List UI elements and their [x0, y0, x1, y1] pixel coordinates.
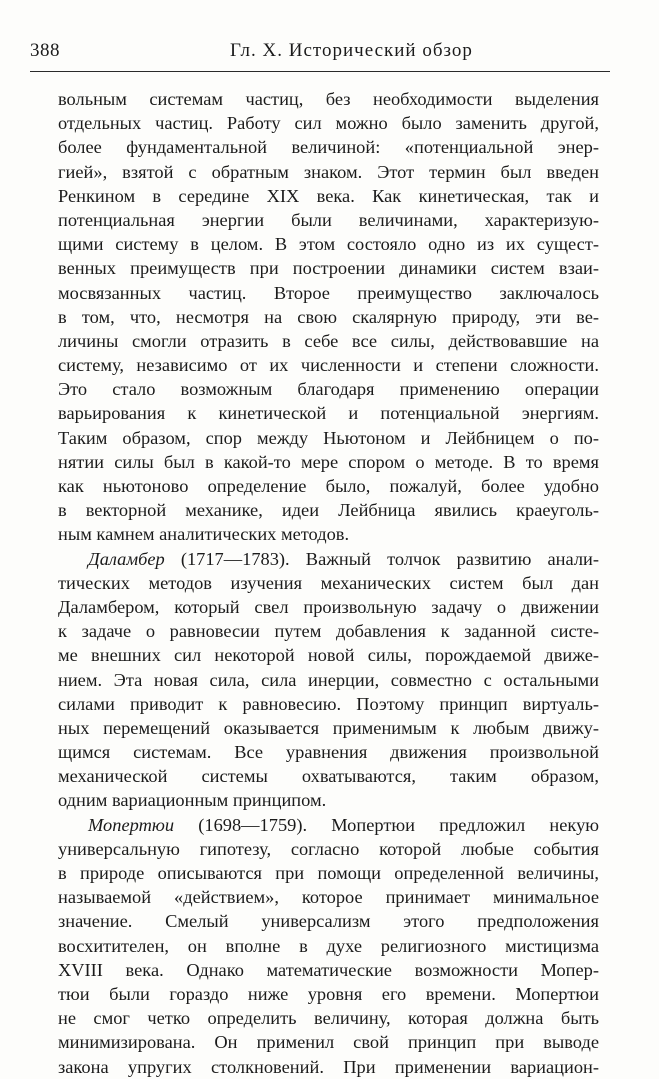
running-title: Гл. X. Исторический обзор [230, 40, 473, 61]
text-line: личины смогли отразить в себе все силы, действовавшие на [58, 330, 599, 351]
page-body [58, 87, 599, 1079]
text-line: вольным системам частиц, без необходимости выделения [58, 89, 599, 109]
text-line: более фундаментальной величиной: «потенциальной энер- [58, 137, 599, 158]
text-line: систему, независимо от их численности и степени сложности. [58, 355, 599, 376]
text-line: одним вариационным принципом. [58, 790, 327, 811]
text-line: Даламбером, который свел произвольную задачу о движении [58, 596, 599, 617]
text-line: тических методов изучения механических систем был дан [58, 572, 599, 593]
text-line: венных преимуществ при построении динамики систем взаи- [58, 258, 599, 279]
header-rule [30, 71, 610, 72]
text-line: восхитителен, он вполне в духе религиозного мистицизма [58, 935, 599, 956]
text-line: мосвязанных частиц. Второе преимущество заключалось [58, 282, 599, 303]
text-line: отдельных частиц. Работу сил можно было заменить другой, [58, 113, 599, 134]
text-line: Это стало возможным благодаря применению операции [58, 379, 599, 400]
text-line: закона упругих столкновений. При применении вариацион- [58, 1056, 599, 1077]
text-line: не смог четко определить величину, которая должна быть [58, 1008, 599, 1029]
text-line: ме внешних сил некоторой новой силы, порождаемой движе- [58, 645, 599, 666]
paragraph-continuation [58, 87, 599, 547]
text-line: щимся системам. Все уравнения движения произвольной [58, 742, 599, 763]
text-line: силами приводит к равновесию. Поэтому принцип виртуаль- [58, 693, 599, 714]
text-line: щими систему в целом. В этом состояло одно из их сущест- [58, 234, 599, 255]
text-line: потенциальная энергии были величинами, характеризую- [58, 209, 599, 230]
text-line: XVIII века. Однако математические возможности Мопер- [58, 959, 599, 980]
person-name: Даламбер [88, 548, 165, 569]
text-line: ным камнем аналитических методов. [58, 524, 350, 545]
text-line: нятии силы был в какой-то мере спором о методе. В то время [58, 451, 599, 472]
text-line: называемой «действием», которое принимает минимальное [58, 887, 599, 908]
text-line: Таким образом, спор между Ньютоном и Лейбницем о по- [58, 427, 599, 448]
text-line: варьирования к кинетической и потенциальной энергиям. [58, 403, 599, 424]
text-span: (1717—1783). Важный толчок развитию анали- [164, 548, 599, 569]
text-line: Ренкином в середине XIX века. Как кинетическая, так и [58, 185, 599, 206]
text-line: в том, что, несмотря на свою скалярную природу, эти ве- [58, 306, 599, 327]
page-header [30, 40, 620, 70]
text-line: гией», взятой с обратным знаком. Этот термин был введен [58, 161, 599, 182]
page-number: 388 [30, 40, 60, 61]
text-line: к задаче о равновесии путем добавления к заданной систе- [58, 621, 599, 642]
text-line: значение. Смелый универсализм этого предположения [58, 911, 599, 932]
text-span: (1698—1759). Мопертюи предложил некую [174, 814, 599, 835]
text-line: тюи были гораздо ниже уровня его времени. Мопертюи [58, 983, 599, 1004]
text-line: ных перемещений оказывается применимым к любым движу- [58, 717, 599, 738]
text-line: минимизирована. Он применил свой принцип при выводе [58, 1032, 599, 1053]
text-line: универсальную гипотезу, согласно которой любые события [58, 838, 599, 859]
text-line: в природе описываются при помощи определенной величины, [58, 863, 599, 883]
text-line-first [58, 813, 599, 837]
person-name: Мопертюи [88, 814, 175, 835]
text-line-first [58, 547, 599, 571]
text-line: как ньютоново определение было, пожалуй, более удобно [58, 476, 599, 496]
text-line: нием. Эта новая сила, сила инерции, совместно с остальными [58, 669, 599, 690]
paragraph-maupertuis [58, 813, 599, 1079]
text-line: механической системы охватываются, таким образом, [58, 766, 599, 787]
text-line: в векторной механике, идеи Лейбница явились краеуголь- [58, 500, 599, 521]
paragraph-dalamber [58, 547, 599, 813]
